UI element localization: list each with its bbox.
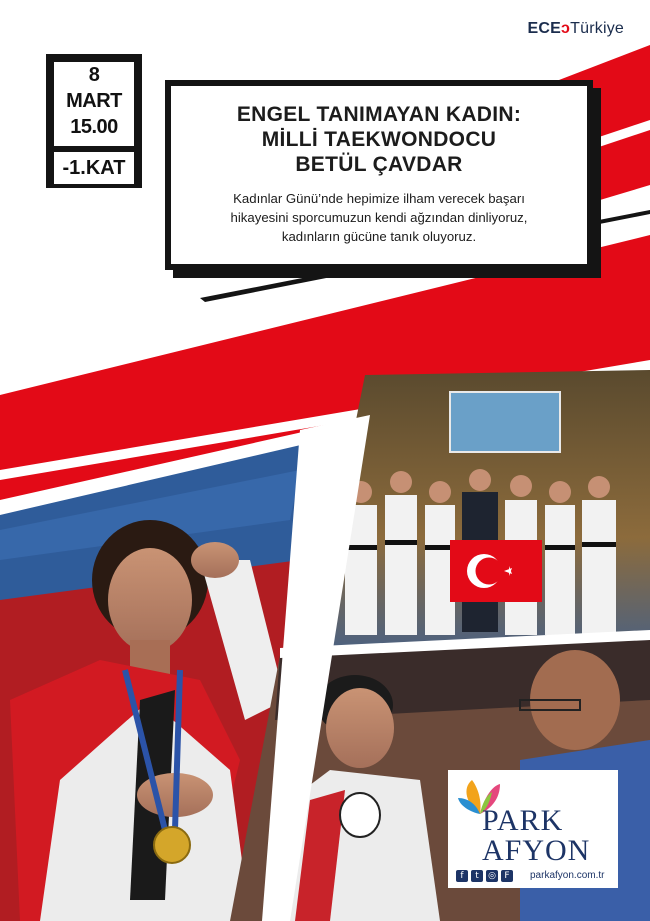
- description-line: kadınların gücüne tanık oluyoruz.: [281, 229, 477, 244]
- date-box: [46, 54, 142, 188]
- title-line: MİLLİ TAEKWONDOCU: [261, 128, 497, 151]
- brand-turkiye: Türkiye: [570, 20, 624, 37]
- park-afyon-wordmark: [482, 806, 590, 866]
- facebook-icon[interactable]: f: [456, 870, 468, 882]
- brand-ece: ECE: [527, 20, 562, 37]
- foursquare-icon[interactable]: F: [501, 870, 513, 882]
- ece-turkiye-logo: [528, 20, 624, 38]
- park-afyon-logo: [448, 770, 618, 888]
- title-line: ENGEL TANIMAYAN KADIN:: [236, 103, 522, 126]
- description-line: hikayesini sporcumuzun kendi ağzından dinliyoruz,: [230, 210, 528, 225]
- event-title: [185, 102, 573, 177]
- twitter-icon[interactable]: t: [471, 870, 483, 882]
- floor-label: -1.KAT: [54, 152, 134, 184]
- date-day: 8: [88, 64, 100, 86]
- logo-park: PARK: [482, 804, 564, 837]
- date-panel: [54, 62, 134, 146]
- website-link[interactable]: parkafyon.com.tr: [530, 870, 605, 881]
- description-line: Kadınlar Günü’nde hepimize ilham verecek başarı: [233, 191, 525, 206]
- brand-swoosh-icon: ͻ: [561, 20, 571, 37]
- logo-afyon: AFYON: [482, 834, 591, 867]
- instagram-icon[interactable]: ◎: [486, 870, 498, 882]
- photo-team: [305, 370, 650, 675]
- date-month: MART: [66, 90, 122, 112]
- event-title-box: [165, 80, 593, 270]
- social-icons: [456, 870, 513, 882]
- event-time: 15.00: [70, 116, 118, 138]
- event-description: [191, 189, 567, 246]
- title-line: BETÜL ÇAVDAR: [295, 153, 463, 176]
